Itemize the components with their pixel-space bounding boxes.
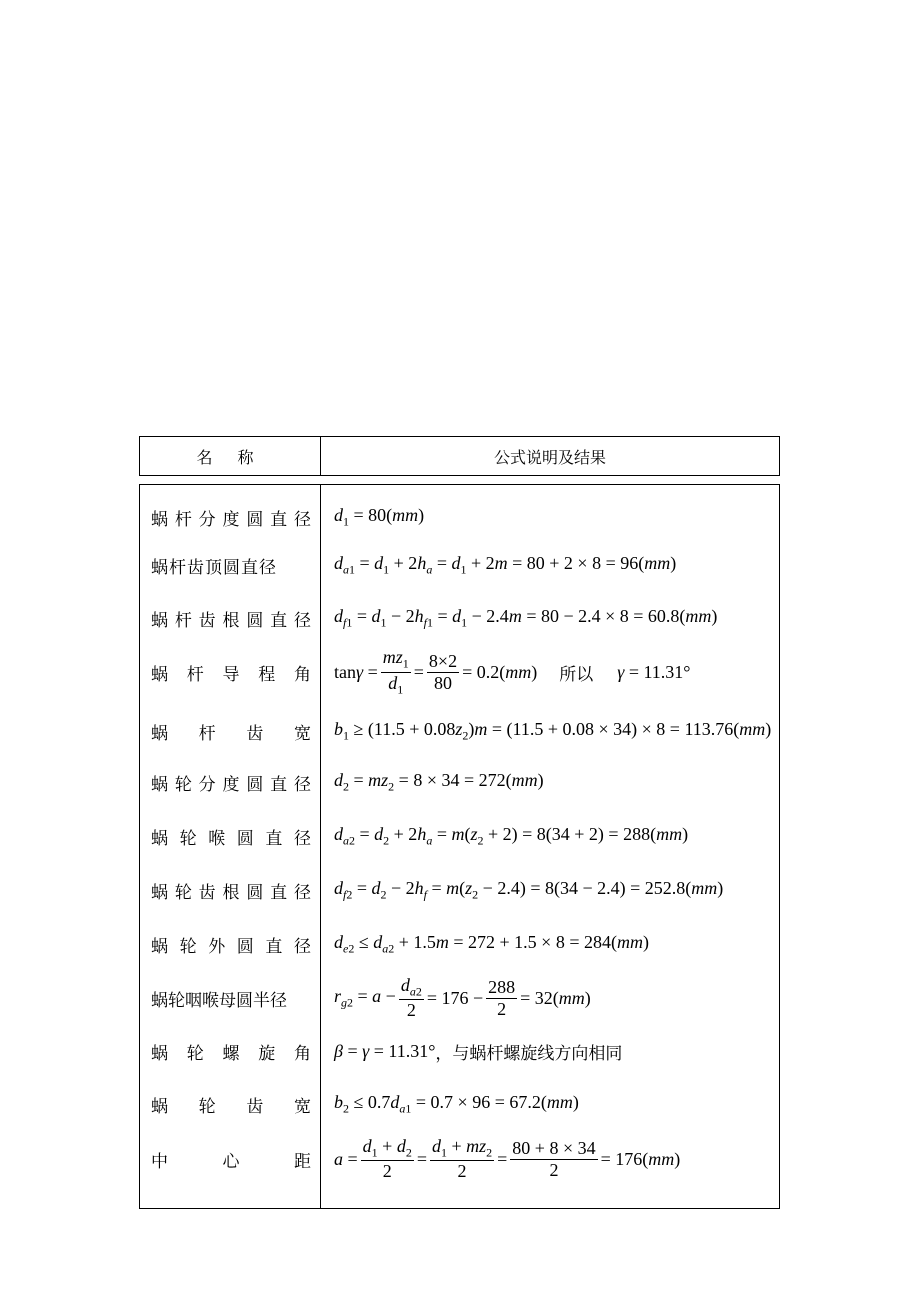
row-label: 蜗 轮 喉 圆 直 径 <box>151 828 311 849</box>
table-row <box>140 816 779 856</box>
row-label: 蜗 轮 齿 宽 <box>151 1096 311 1117</box>
row-formula: $d_{a2} = d_2 + 2h_a = m(z_2 + 2) = 8(34 + 2) = 288(mm)$ <box>334 823 689 848</box>
header-name: 名 称 <box>196 447 264 467</box>
row-label: 蜗 轮 齿 根 圆 直 径 <box>151 882 311 903</box>
table-row <box>140 1084 779 1124</box>
table-row <box>140 924 779 964</box>
table-row <box>140 1031 779 1071</box>
row-formula: a = $\frac{d_1 + d_2}{2}$ = $\frac{d_1 + mz_2}{2}$ = $\frac{80 + 8 \times 34}{2}$ = 176(mm) <box>334 1135 681 1182</box>
row-formula: $d_1 = 80(mm)$ <box>334 504 425 529</box>
row-label: 蜗 杆 齿 根 圆 直 径 <box>151 610 311 631</box>
row-formula: $d_{a1} = d_1 + 2h_a = d_1 + 2m = 80 + 2 \times 8 = 96(mm)$ <box>334 552 677 577</box>
row-formula: β = γ = 11.31° ，与蜗杆螺旋线方向相同 <box>334 1040 623 1064</box>
row-formula: $b_2 \le 0.7d_{a1} = 0.7 \times 96 = 67.2(mm)$ <box>334 1091 579 1116</box>
row-formula: $d_{f2} = d_2 - 2h_f = m(z_2 - 2.4) = 8(34 - 2.4) = 252.8(mm)$ <box>334 877 724 902</box>
row-label: 蜗 轮 分 度 圆 直 径 <box>151 774 311 795</box>
header-table <box>139 436 780 476</box>
row-label: 蜗 杆 导 程 角 <box>151 664 311 685</box>
direction-note: ，与蜗杆螺旋线方向相同 <box>435 1043 623 1064</box>
table-row <box>140 1133 779 1185</box>
row-label: 蜗 轮 外 圆 直 径 <box>151 936 311 957</box>
table-row <box>140 647 779 697</box>
table-row <box>140 973 779 1023</box>
header-formula: 公式说明及结果 <box>493 447 606 467</box>
so-note: 所以 <box>559 664 594 685</box>
table-row <box>140 870 779 910</box>
row-label: 蜗 杆 齿 顶 圆 直 径 <box>151 557 277 578</box>
row-formula: $b_1 \ge (11.5 + 0.08z_2)m = (11.5 + 0.08 \times 34) \times 8 = 113.76(mm)$ <box>334 718 772 743</box>
row-formula: tanγ = $\frac{mz_1}{d_1}$ = $\frac{8\times 2}{80}$ = 0.2(mm) 所以 γ = 11.31° <box>334 647 691 697</box>
row-formula: $d_{e2} \le d_{a2} + 1.5m = 272 + 1.5 \times 8 = 284(mm)$ <box>334 931 649 956</box>
row-label: 中 心 距 <box>151 1151 311 1172</box>
table-row <box>140 762 779 802</box>
table-row <box>140 598 779 638</box>
row-label: 蜗 轮 螺 旋 角 <box>151 1043 311 1064</box>
table-row <box>140 497 779 537</box>
row-label: 蜗 轮 咽 喉 母 圆 半 径 <box>151 990 287 1011</box>
table-row <box>140 711 779 751</box>
row-label: 蜗 杆 齿 宽 <box>151 723 311 744</box>
row-formula: $r_{g2} = a$ − $\frac{d_{a2}}{2}$ = 176 − $\frac{288}{2}$ = 32(mm) <box>334 974 591 1021</box>
row-formula: $d_2 = mz_2 = 8 \times 34 = 272(mm)$ <box>334 769 544 794</box>
row-formula: $d_{f1} = d_1 - 2h_{f1} = d_1 - 2.4m = 80 - 2.4 \times 8 = 60.8(mm)$ <box>334 605 718 630</box>
formula-table <box>139 484 780 1209</box>
table-row <box>140 545 779 585</box>
row-label: 蜗 杆 分 度 圆 直 径 <box>151 509 311 530</box>
